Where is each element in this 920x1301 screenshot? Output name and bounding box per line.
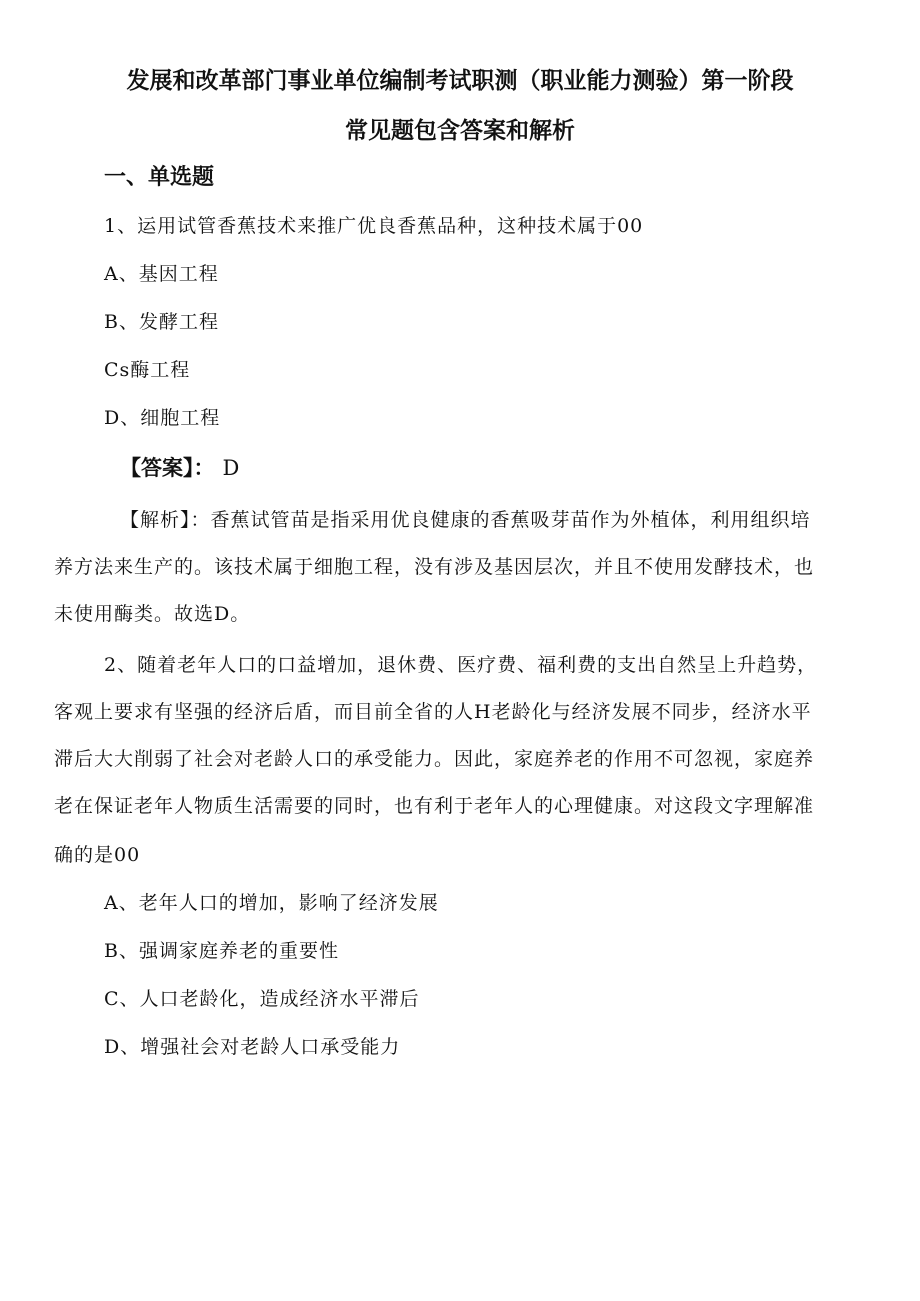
q1-analysis-line-3: 未使用酶类。故选D。 xyxy=(54,603,251,625)
q2-stem-line-5: 确的是00 xyxy=(54,844,141,866)
q1-answer xyxy=(120,452,240,482)
q1-option-a: A、基因工程 xyxy=(104,263,219,285)
answer-value: D xyxy=(222,456,241,480)
q2-stem-line-3: 滞后大大削弱了社会对老龄人口的承受能力。因此，家庭养老的作用不可忽视，家庭养 xyxy=(54,748,815,770)
q2-option-d: D、增强社会对老龄人口承受能力 xyxy=(104,1036,401,1058)
q1-analysis-line-2: 养方法来生产的。该技术属于细胞工程，没有涉及基因层次，并且不使用发酵技术，也 xyxy=(54,556,815,578)
q2-stem-line-4: 老在保证老年人物质生活需要的同时，也有利于老年人的心理健康。对这段文字理解准 xyxy=(54,795,815,817)
q2-option-c: C、人口老龄化，造成经济水平滞后 xyxy=(104,988,420,1010)
q1-stem: 1、运用试管香蕉技术来推广优良香蕉品种，这种技术属于00 xyxy=(104,215,644,237)
section-heading: 一、单选题 xyxy=(104,165,215,190)
q2-stem-line-1: 2、随着老年人口的口益增加，退休费、医疗费、福利费的支出自然呈上升趋势， xyxy=(104,654,818,676)
q1-option-c: Cs酶工程 xyxy=(104,359,191,381)
q1-option-d: D、细胞工程 xyxy=(104,407,221,429)
q2-stem-line-2: 客观上要求有坚强的经济后盾，而目前全省的人H老龄化与经济发展不同步，经济水平 xyxy=(54,701,812,723)
q2-option-a: A、老年人口的增加，影响了经济发展 xyxy=(104,892,439,914)
q1-option-b: B、发酵工程 xyxy=(104,311,219,333)
document-title-line-2: 常见题包含答案和解析 xyxy=(345,118,575,144)
q1-analysis-line-1: 【解析】：香蕉试管苗是指采用优良健康的香蕉吸芽苗作为外植体，利用组织培 xyxy=(120,509,811,531)
document-title-line-1: 发展和改革部门事业单位编制考试职测（职业能力测验）第一阶段 xyxy=(126,68,794,94)
answer-label: 【答案】： xyxy=(120,456,215,480)
q2-option-b: B、强调家庭养老的重要性 xyxy=(104,940,339,962)
